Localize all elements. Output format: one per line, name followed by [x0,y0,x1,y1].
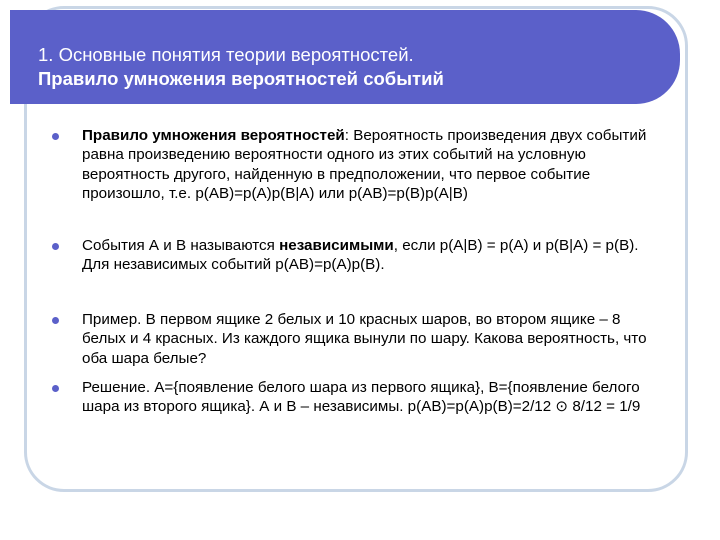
bullet-body: , если р(А|В) = р(А) и р(В|А) = р(В). Для независимых событий р(АВ)=р(А)р(В). [82,237,639,274]
bullet-bold-term: Правило умножения вероятностей [82,127,345,144]
bullet-text [82,126,652,204]
title-divider [28,106,674,108]
bullet-text: Пример. В первом ящике 2 белых и 10 красных шаров, во втором ящике – 8 белых и 4 красных. Из каждого ящика вынули по шару. Какова вероятность, что оба шара белые? [82,311,647,367]
bullet-dot-icon [52,317,59,324]
title-banner [10,10,680,104]
bullet-text [82,236,652,275]
bullet-bold-term: независимыми [279,237,394,254]
bullet-text: Решение. А={появление белого шара из первого ящика}, В={появление белого шара из второго ящика}. А и В – независимы. р(АВ)=р(А)р(В)=2/12 ⊙ 8/12 = 1/9 [82,379,641,416]
bullet-dot-icon [52,385,59,392]
title-line-2: Правило умножения вероятностей событий [38,68,444,89]
bullet-body: : Вероятность произведения двух событий равна произведению вероятности одного из этих событий на условную вероятность другого, найденную в предположении, что первое событие произошло, т.е. р(АВ)=р(А)р(В|А) или р(АВ)=р(В)р(А|В) [82,127,647,203]
bullet-dot-icon [52,243,59,250]
bullet-pre: События А и В называются [82,237,280,254]
bullet-dot-icon [52,133,59,140]
title-line-1: 1. Основные понятия теории вероятностей. [38,44,414,65]
